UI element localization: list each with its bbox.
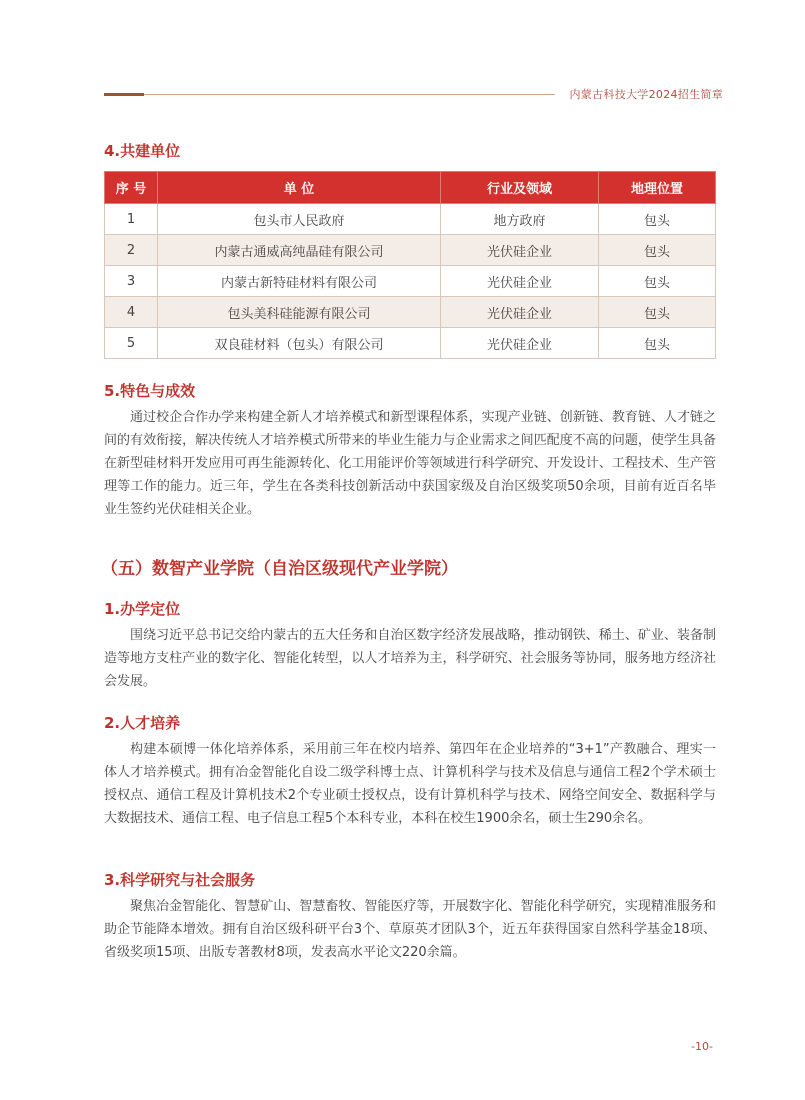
section-heading-research: 3.科学研究与社会服务	[104, 871, 256, 889]
table-cell: 包头	[599, 266, 716, 297]
table-cell: 包头	[599, 297, 716, 328]
table-cell: 包头	[599, 328, 716, 359]
section-heading-talent: 2.人才培养	[104, 714, 181, 732]
research-paragraph: 聚焦冶金智能化、智慧矿山、智慧畜牧、智能医疗等，开展数字化、智能化科学研究，实现精准服务和助企节能降本增效。拥有自治区级科研平台3个、草原英才团队3个，近五年获得国家自然科学基金18项、省级奖项15项、出版专著教材8项，发表高水平论文220余篇。	[104, 899, 716, 960]
section-heading-cobuild: 4.共建单位	[104, 142, 181, 160]
table-cell: 1	[105, 204, 158, 235]
table-cell: 4	[105, 297, 158, 328]
table-cell: 包头	[599, 204, 716, 235]
table-cell: 内蒙古通威高纯晶硅有限公司	[158, 235, 441, 266]
table-cell: 双良硅材料（包头）有限公司	[158, 328, 441, 359]
column-header: 序 号	[105, 172, 158, 204]
talent-paragraph: 构建本硕博一体化培养体系，采用前三年在校内培养、第四年在企业培养的“3+1”产教融合、理实一体人才培养模式。拥有冶金智能化自设二级学科博士点、计算机科学与技术及信息与通信工程2个学术硕士授权点、通信工程及计算机技术2个专业硕士授权点，设有计算机科学与技术、网络空间安全、数据科学与大数据技术、通信工程、电子信息工程5个本科专业，本科在校生1900余名，硕士生290余名。	[104, 742, 716, 826]
positioning-paragraph: 围绕习近平总书记交给内蒙古的五大任务和自治区数字经济发展战略，推动钢铁、稀土、矿业、装备制造等地方支柱产业的数字化、智能化转型，以人才培养为主，科学研究、社会服务等协同，服务地方经济社会发展。	[104, 628, 716, 689]
table-row	[105, 297, 716, 328]
header-title: 内蒙古科技大学2024招生简章	[569, 88, 723, 101]
table-cell: 光伏硅企业	[441, 297, 599, 328]
table-row	[105, 204, 716, 235]
table-cell: 光伏硅企业	[441, 266, 599, 297]
column-header: 地理位置	[599, 172, 716, 204]
section-heading-features: 5.特色与成效	[104, 382, 196, 400]
table-cell: 包头美科硅能源有限公司	[158, 297, 441, 328]
column-header: 行业及领域	[441, 172, 599, 204]
header-rule	[144, 94, 555, 95]
table-cell: 2	[105, 235, 158, 266]
table-cell: 3	[105, 266, 158, 297]
table-cell: 光伏硅企业	[441, 328, 599, 359]
table-cell: 地方政府	[441, 204, 599, 235]
table-row	[105, 266, 716, 297]
table-row	[105, 328, 716, 359]
table-cell: 光伏硅企业	[441, 235, 599, 266]
page-number: -10-	[691, 1040, 713, 1053]
column-header: 单 位	[158, 172, 441, 204]
table-cell: 包头	[599, 235, 716, 266]
table-header-row	[105, 172, 716, 204]
table-row	[105, 235, 716, 266]
table-cell: 内蒙古新特硅材料有限公司	[158, 266, 441, 297]
table-cell: 包头市人民政府	[158, 204, 441, 235]
cobuild-units-table	[104, 171, 716, 359]
section-heading-positioning: 1.办学定位	[104, 600, 181, 618]
header-accent-bar	[104, 93, 144, 96]
college-heading: （五）数智产业学院（自治区级现代产业学院）	[101, 559, 458, 579]
features-paragraph: 通过校企合作办学来构建全新人才培养模式和新型课程体系，实现产业链、创新链、教育链、人才链之间的有效衔接，解决传统人才培养模式所带来的毕业生能力与企业需求之间匹配度不高的问题，使学生具备在新型硅材料开发应用可再生能源转化、化工用能评价等领域进行科学研究、开发设计、工程技术、生产管理等工作的能力。近三年，学生在各类科技创新活动中获国家级及自治区级奖项50余项，目前有近百名毕业生签约光伏硅相关企业。	[104, 410, 716, 517]
table-cell: 5	[105, 328, 158, 359]
